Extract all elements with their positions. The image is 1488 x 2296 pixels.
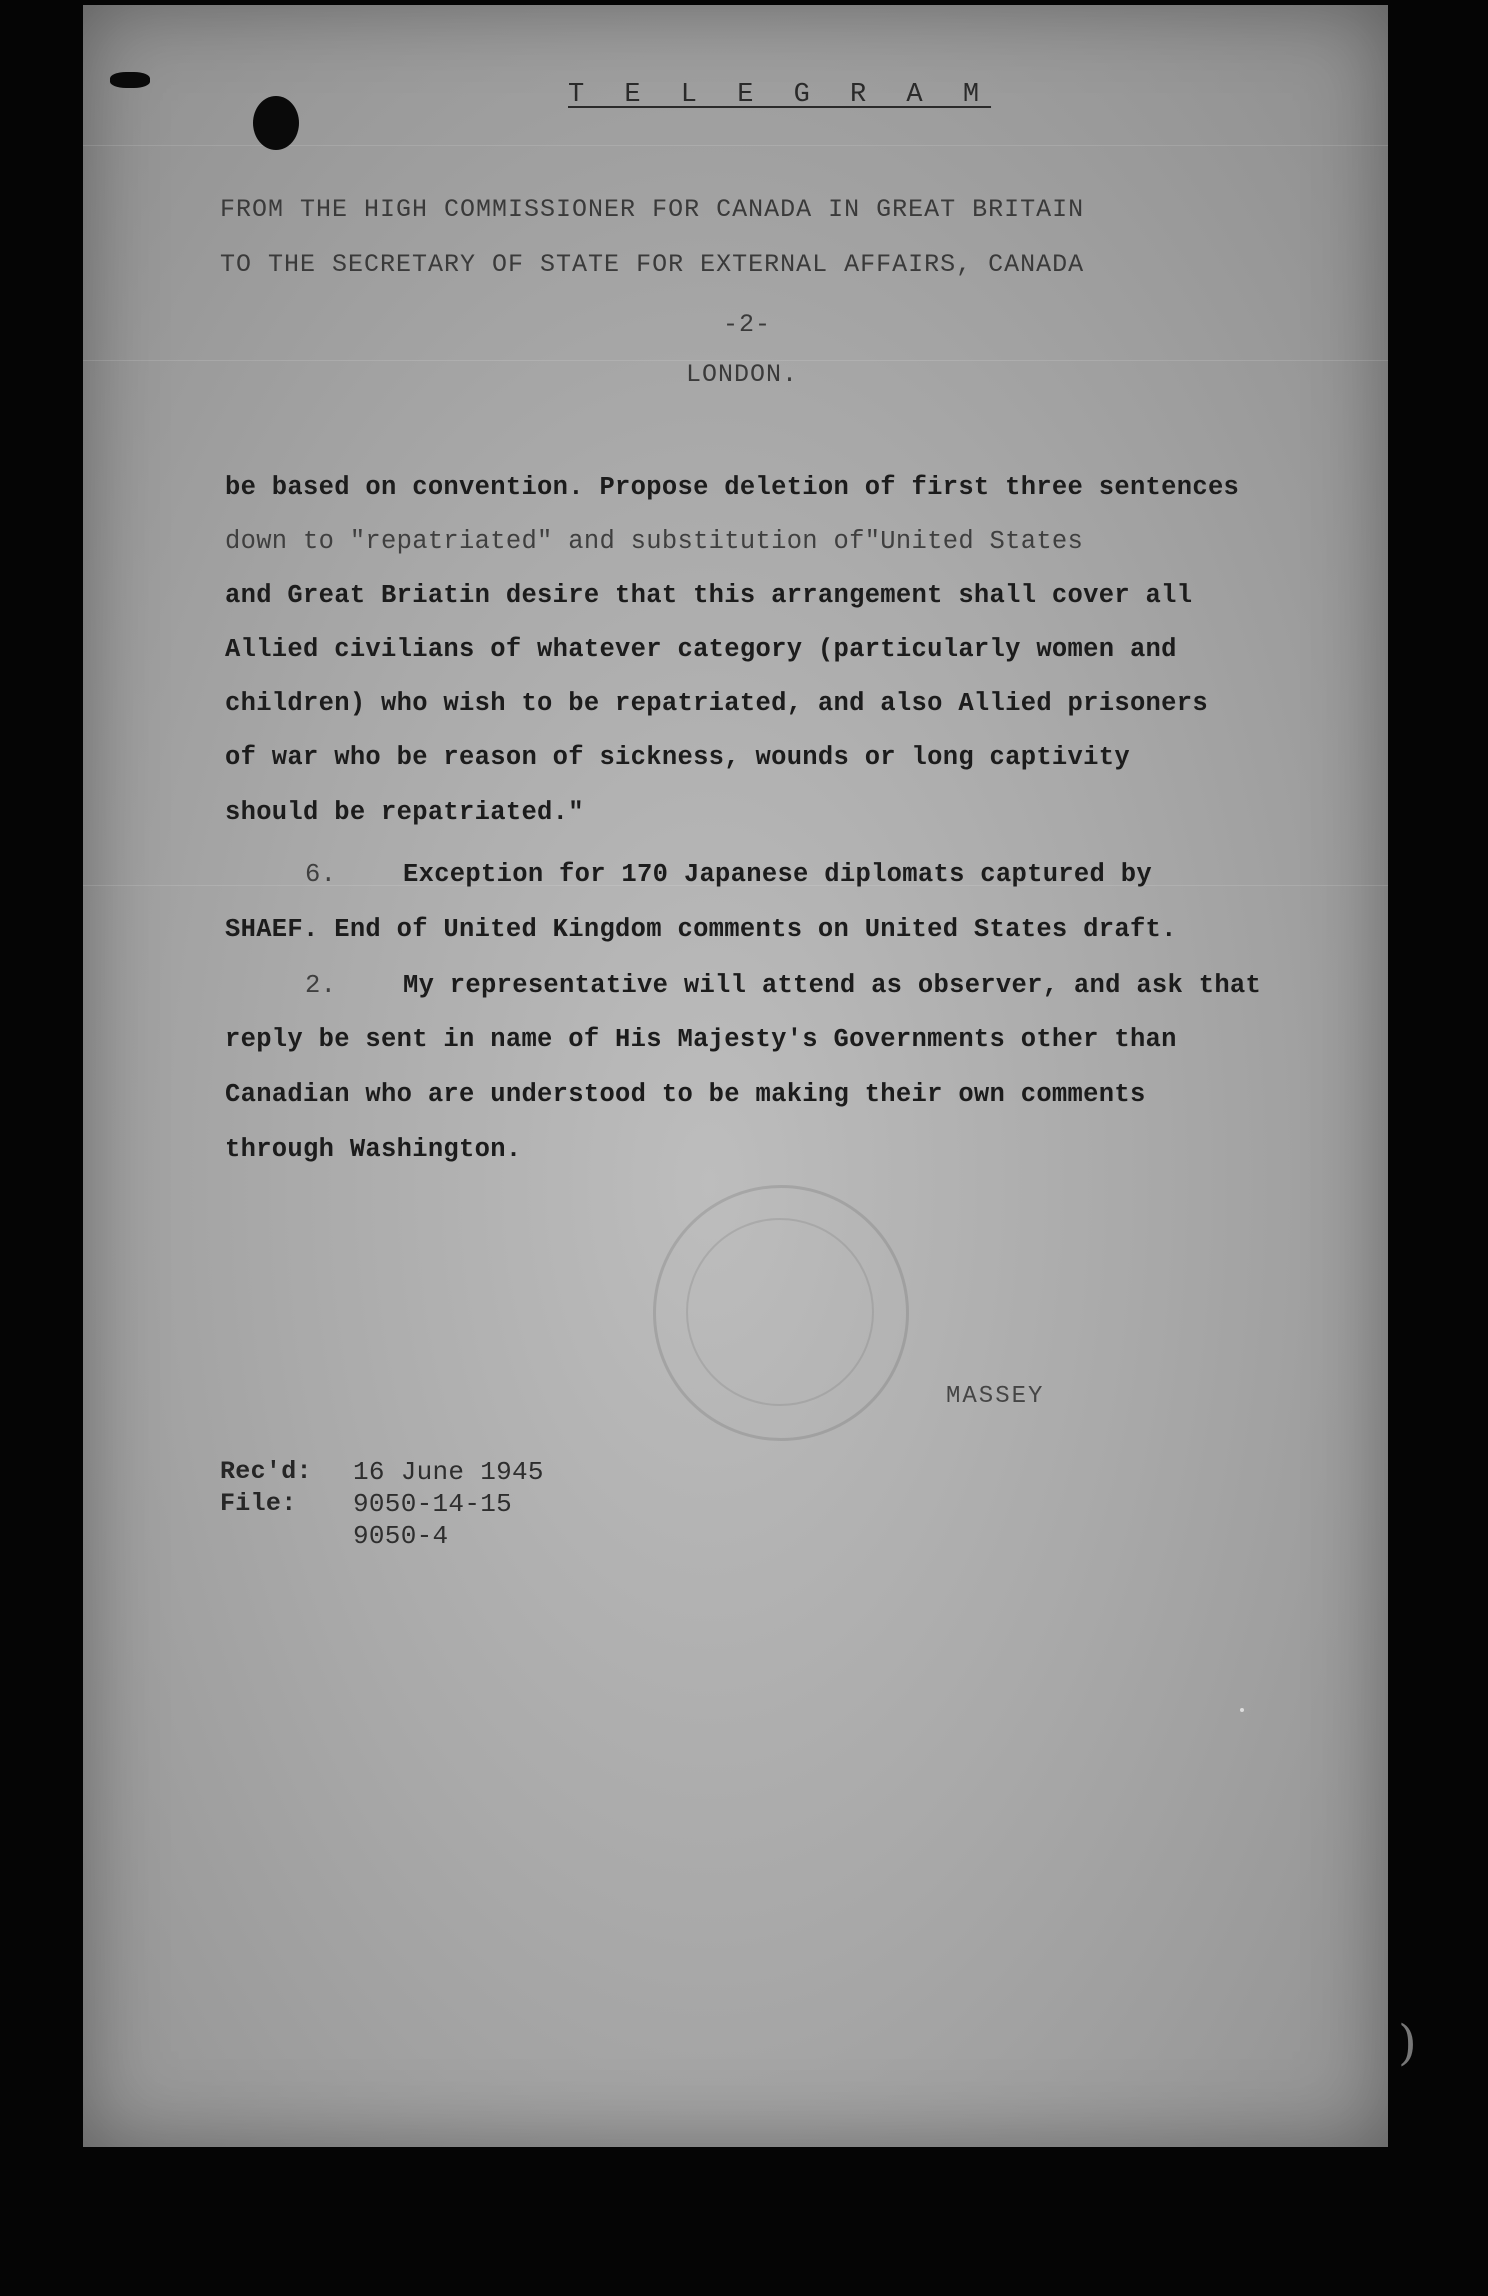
speck-mark xyxy=(1240,1708,1244,1712)
body-line: down to "repatriated" and substitution of"United States xyxy=(225,527,1084,556)
file-number: 9050-14-15 xyxy=(353,1489,513,1519)
body-line: should be repatriated." xyxy=(225,798,584,827)
location: LONDON. xyxy=(686,360,799,389)
corner-page-mark: ) xyxy=(1398,2015,1417,2071)
body-line: Allied civilians of whatever category (particularly women and xyxy=(225,635,1177,664)
body-line: My representative will attend as observer, and ask that xyxy=(403,971,1262,1000)
body-line: and Great Briatin desire that this arrangement shall cover all xyxy=(225,581,1193,610)
file-number: 9050-4 xyxy=(353,1521,449,1551)
telegram-title: T E L E G R A M xyxy=(568,80,992,110)
body-line: reply be sent in name of His Majesty's Governments other than xyxy=(225,1025,1177,1054)
embossed-seal xyxy=(653,1185,909,1441)
body-line: children) who wish to be repatriated, and also Allied prisoners xyxy=(225,689,1208,718)
signature: MASSEY xyxy=(946,1383,1045,1410)
paragraph-number: 6. xyxy=(305,860,337,889)
page-number: -2- xyxy=(723,310,772,339)
received-date: 16 June 1945 xyxy=(353,1457,544,1487)
paragraph-number: 2. xyxy=(305,971,337,1000)
telegram-page xyxy=(83,5,1417,2147)
punch-hole xyxy=(253,96,299,150)
body-line: Canadian who are understood to be making their own comments xyxy=(225,1080,1146,1109)
file-label: File: xyxy=(220,1489,297,1518)
received-label: Rec'd: xyxy=(220,1457,312,1486)
from-line: FROM THE HIGH COMMISSIONER FOR CANADA IN GREAT BRITAIN xyxy=(220,195,1085,224)
to-line: TO THE SECRETARY OF STATE FOR EXTERNAL AFFAIRS, CANADA xyxy=(220,250,1085,279)
body-line: SHAEF. End of United Kingdom comments on United States draft. xyxy=(225,915,1177,944)
body-line: of war who be reason of sickness, wounds or long captivity xyxy=(225,743,1130,772)
body-line: be based on convention. Propose deletion of first three sentences xyxy=(225,473,1240,502)
body-line: through Washington. xyxy=(225,1135,522,1164)
punch-hole xyxy=(110,72,150,88)
body-line: Exception for 170 Japanese diplomats captured by xyxy=(403,860,1152,889)
